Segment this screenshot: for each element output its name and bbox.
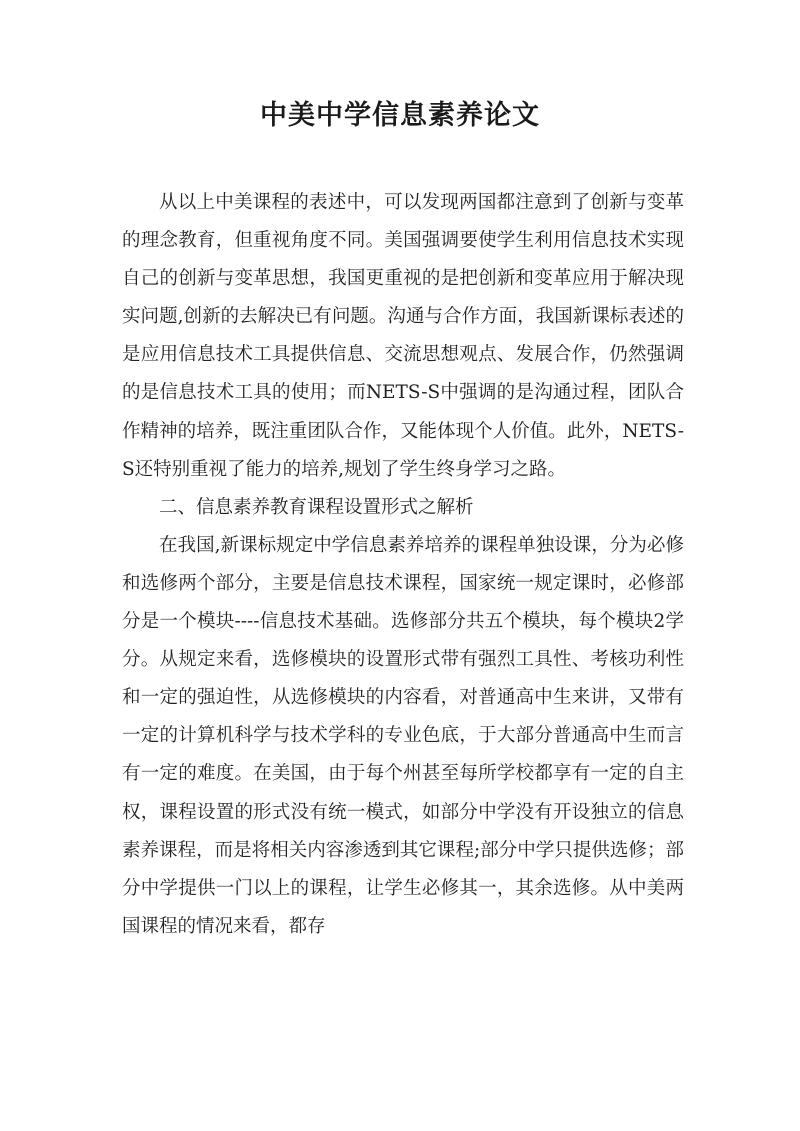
paragraph-comparison: 从以上中美课程的表述中，可以发现两国都注意到了创新与变革的理念教育，但重视角度不同。美国强调要使学生利用信息技术实现自己的创新与变革思想，我国更重视的是把创新和变革应用于解决现实问题,创新的去解决已有问题。沟通与合作方面，我国新课标表述的是应用信息技术工具提供信息、交流思想观点、发展合作，仍然强调的是信息技术工具的使用；而NETS-S中强调的是沟通过程，团队合作精神的培养，既注重团队合作，又能体现个人价值。此外，NETS-S还特别重视了能力的培养,规划了学生终身学习之路。 (122, 192, 684, 480)
document-title: 中美中学信息素养论文 (260, 100, 540, 131)
section-heading: 二、信息素养教育课程设置形式之解析 (159, 496, 474, 518)
paragraph-course-setup: 在我国,新课标规定中学信息素养培养的课程单独设课，分为必修和选修两个部分，主要是信息技术课程，国家统一规定课时，必修部分是一个模块----信息技术基础。选修部分共五个模块，每个模块2学分。从规定来看，选修模块的设置形式带有强烈工具性、考核功利性和一定的强迫性，从选修模块的内容看，对普通高中生来讲，又带有一定的计算机科学与技术学科的专业色底，于大部分普通高中生而言有一定的难度。在美国，由于每个州甚至每所学校都享有一定的自主权，课程设置的形式没有统一模式，如部分中学没有开设独立的信息素养课程，而是将相关内容渗透到其它课程;部分中学只提供选修；部分中学提供一门以上的课程，让学生必修其一，其余选修。从中美两国课程的情况来看，都存 (122, 534, 684, 937)
document-body (122, 184, 684, 946)
